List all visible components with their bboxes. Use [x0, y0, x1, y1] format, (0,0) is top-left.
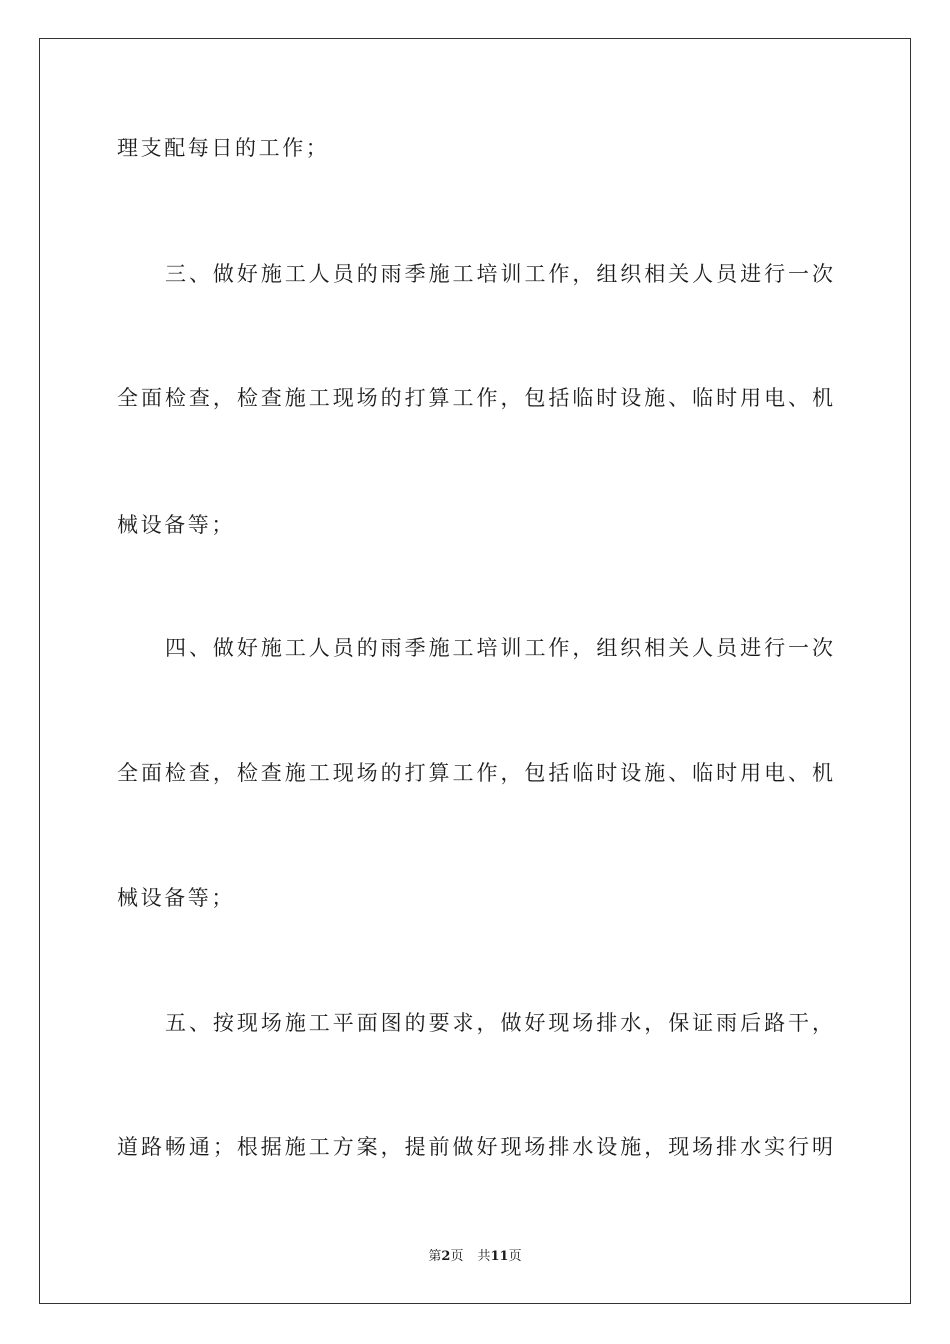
page-footer [0, 1249, 950, 1265]
text-line-3: 全面检查，检查施工现场的打算工作，包括临时设施、临时用电、机 [117, 386, 833, 410]
total-pages: 11 [490, 1249, 509, 1264]
text-line-6: 全面检查，检查施工现场的打算工作，包括临时设施、临时用电、机 [117, 761, 833, 785]
page-number: 2 [441, 1249, 451, 1264]
text-line-2: 三、做好施工人员的雨季施工培训工作，组织相关人员进行一次 [165, 262, 833, 286]
text-line-4: 械设备等； [117, 513, 235, 537]
total-pages-label: 共11页 [477, 1249, 522, 1264]
page-label: 第2页 [428, 1249, 464, 1264]
page-frame [39, 38, 911, 1304]
text-line-9: 道路畅通；根据施工方案，提前做好现场排水设施，现场排水实行明 [117, 1135, 833, 1159]
text-line-5: 四、做好施工人员的雨季施工培训工作，组织相关人员进行一次 [165, 636, 833, 660]
text-line-8: 五、按现场施工平面图的要求，做好现场排水，保证雨后路干， [165, 1011, 833, 1035]
text-line-1: 理支配每日的工作； [117, 136, 330, 160]
text-line-7: 械设备等； [117, 886, 235, 910]
